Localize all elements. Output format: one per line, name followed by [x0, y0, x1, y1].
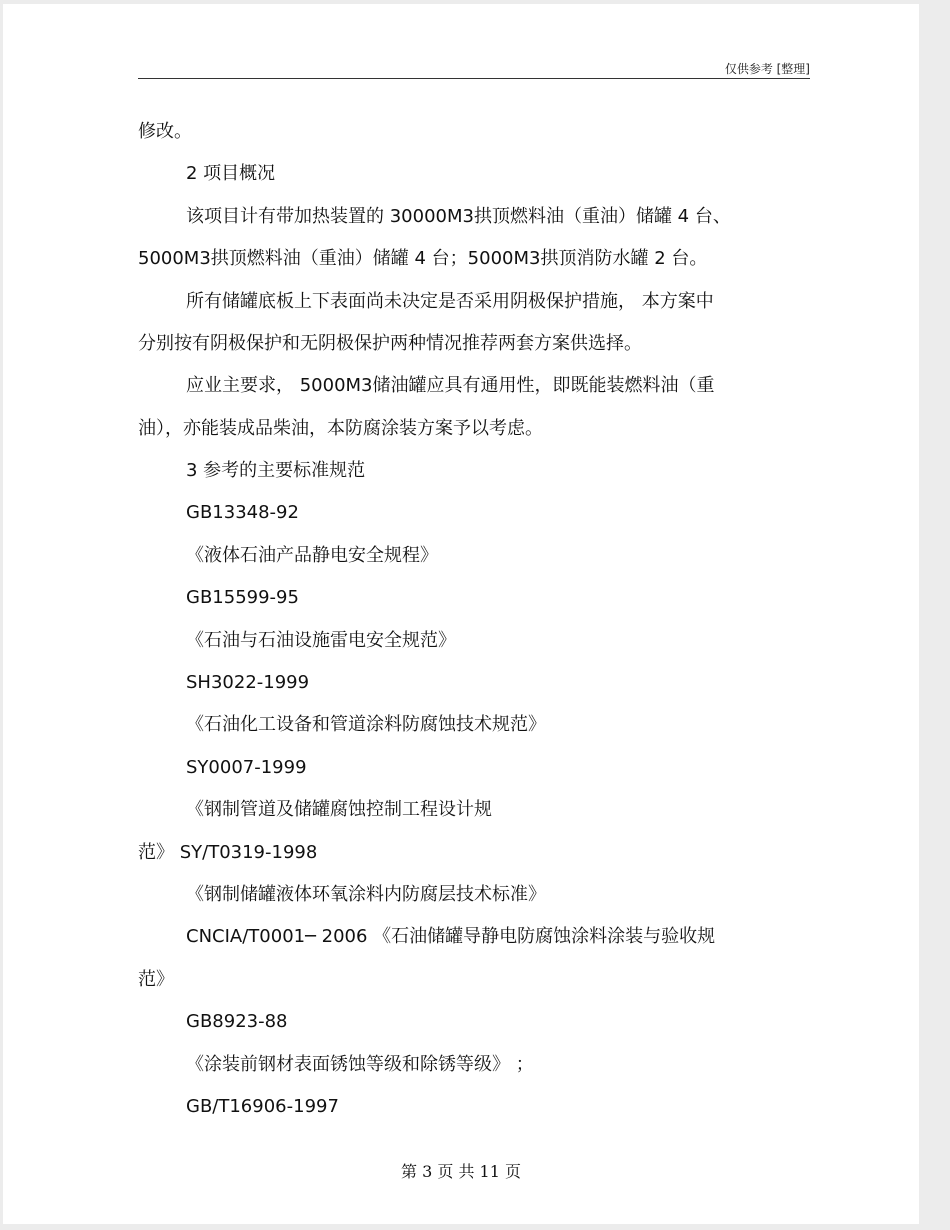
standard-title: 《石油与石油设施雷电安全规范》 [186, 630, 456, 651]
standard-title: 《石油化工设备和管道涂料防腐蚀技术规范》 [186, 714, 546, 735]
text-line: 5000M3拱顶燃料油（重油）储罐 4 台；5000M3拱顶消防水罐 2 台。 [138, 248, 708, 269]
standard-code: SY0007-1999 [186, 757, 307, 778]
section-heading: 2 项目概况 [186, 163, 276, 184]
standard-title: 《钢制储罐液体环氧涂料内防腐层技术标准》 [186, 884, 546, 905]
header-rule [138, 78, 810, 79]
standard-title: 《液体石油产品静电安全规程》 [186, 545, 438, 566]
text-line: 该项目计有带加热装置的 30000M3拱顶燃料油（重油）储罐 4 台、 [186, 206, 731, 227]
text-line: CNCIA/T0001─ 2006 《石油储罐导静电防腐蚀涂料涂装与验收规 [186, 926, 716, 947]
text-line: 范》 [138, 969, 174, 990]
page-footer: 第 3 页 共 11 页 [401, 1162, 521, 1181]
document-page [3, 4, 919, 1224]
text-line: 分别按有阴极保护和无阴极保护两种情况推荐两套方案供选择。 [138, 333, 642, 354]
standard-code: GB8923-88 [186, 1011, 288, 1032]
standard-code: GB/T16906-1997 [186, 1096, 339, 1117]
text-line: 所有储罐底板上下表面尚未决定是否采用阴极保护措施， 本方案中 [186, 291, 714, 312]
text-line: 油），亦能装成品柴油，本防腐涂装方案予以考虑。 [138, 418, 543, 439]
standard-code: GB13348-92 [186, 502, 299, 523]
section-heading: 3 参考的主要标准规范 [186, 460, 366, 481]
standard-code: GB15599-95 [186, 587, 299, 608]
standard-code: SH3022-1999 [186, 672, 310, 693]
text-line: 范》 SY/T0319-1998 [138, 842, 318, 863]
text-line: 应业主要求， 5000M3储油罐应具有通用性，即既能装燃料油（重 [186, 375, 715, 396]
standard-title: 《涂装前钢材表面锈蚀等级和除锈等级》 ； [186, 1054, 534, 1075]
standard-title: 《钢制管道及储罐腐蚀控制工程设计规 [186, 799, 492, 820]
page-header: 仅供参考 [整理] [724, 62, 810, 76]
text-line: 修改。 [138, 121, 192, 142]
